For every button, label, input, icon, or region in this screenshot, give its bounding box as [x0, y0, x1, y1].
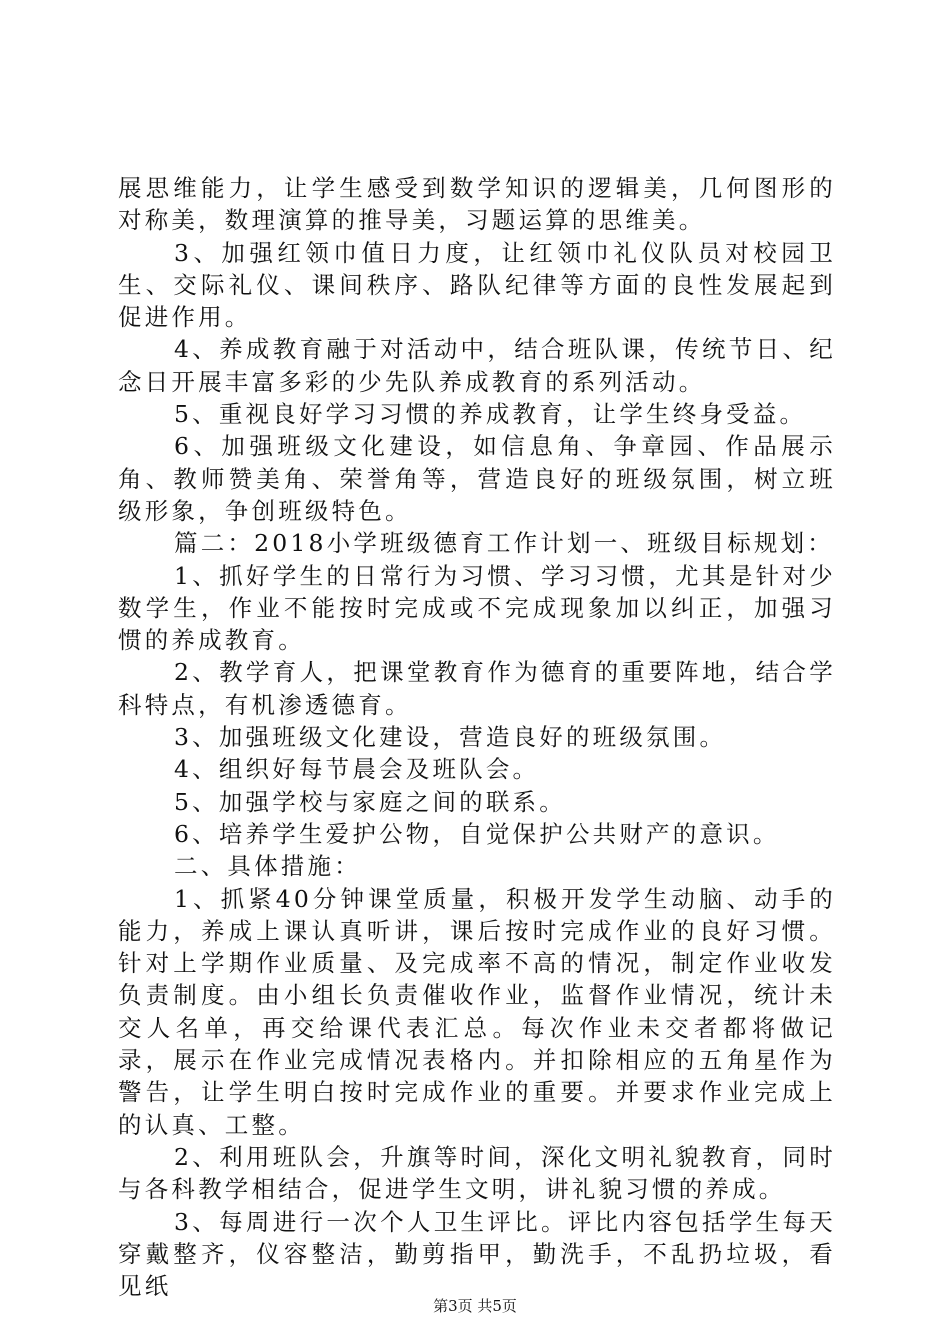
- page-footer: 第3页 共5页: [433, 1297, 517, 1315]
- document-body: [118, 172, 836, 1302]
- body-paragraph: 2、教学育人，把课堂教育作为德育的重要阵地，结合学科特点，有机渗透德育。: [118, 658, 836, 719]
- body-paragraph: 展思维能力，让学生感受到数学知识的逻辑美，几何图形的对称美，数理演算的推导美，习题运算的思维美。: [118, 174, 836, 235]
- body-paragraph: 3、加强红领巾值日力度，让红领巾礼仪队员对校园卫生、交际礼仪、课间秩序、路队纪律等方面的良性发展起到促进作用。: [118, 238, 836, 332]
- body-paragraph: 二、具体措施：: [174, 852, 361, 881]
- body-paragraph: 4、组织好每节晨会及班队会。: [174, 755, 540, 784]
- body-paragraph: 篇二：2018小学班级德育工作计划一、班级目标规划：: [174, 529, 835, 558]
- body-paragraph: 1、抓好学生的日常行为习惯、学习习惯，尤其是针对少数学生，作业不能按时完成或不完成现象加以纠正，加强习惯的养成教育。: [118, 561, 836, 655]
- body-paragraph: 5、加强学校与家庭之间的联系。: [174, 787, 566, 816]
- body-paragraph: 6、加强班级文化建设，如信息角、争章园、作品展示角、教师赞美角、荣誉角等，营造良好的班级氛围，树立班级形象，争创班级特色。: [118, 432, 836, 525]
- body-paragraph: 2、利用班队会，升旗等时间，深化文明礼貌教育，同时与各科教学相结合，促进学生文明，讲礼貌习惯的养成。: [118, 1142, 836, 1204]
- body-paragraph: 1、抓紧40分钟课堂质量，积极开发学生动脑、动手的能力，养成上课认真听讲，课后按时完成作业的良好习惯。针对上学期作业质量、及完成率不高的情况，制定作业收发负责制度。由小组长负责催收作业，监督作业情况，统计未交人名单，再交给课代表汇总。每次作业未交者都将做记录，展示在作业完成情况表格内。并扣除相应的五角星作为警告，让学生明白按时完成作业的重要。并要求作业完成上的认真、工整。: [118, 884, 836, 1139]
- body-paragraph: 5、重视良好学习习惯的养成教育，让学生终身受益。: [174, 400, 807, 429]
- body-paragraph: 3、每周进行一次个人卫生评比。评比内容包括学生每天穿戴整齐，仪容整洁，勤剪指甲，勤洗手，不乱扔垃圾，看见纸: [118, 1207, 836, 1301]
- body-paragraph: 3、加强班级文化建设，营造良好的班级氛围。: [174, 723, 727, 752]
- body-paragraph: 4、养成教育融于对活动中，结合班队课，传统节日、纪念日开展丰富多彩的少先队养成教育的系列活动。: [118, 335, 836, 396]
- body-paragraph: 6、培养学生爱护公物，自觉保护公共财产的意识。: [174, 819, 780, 848]
